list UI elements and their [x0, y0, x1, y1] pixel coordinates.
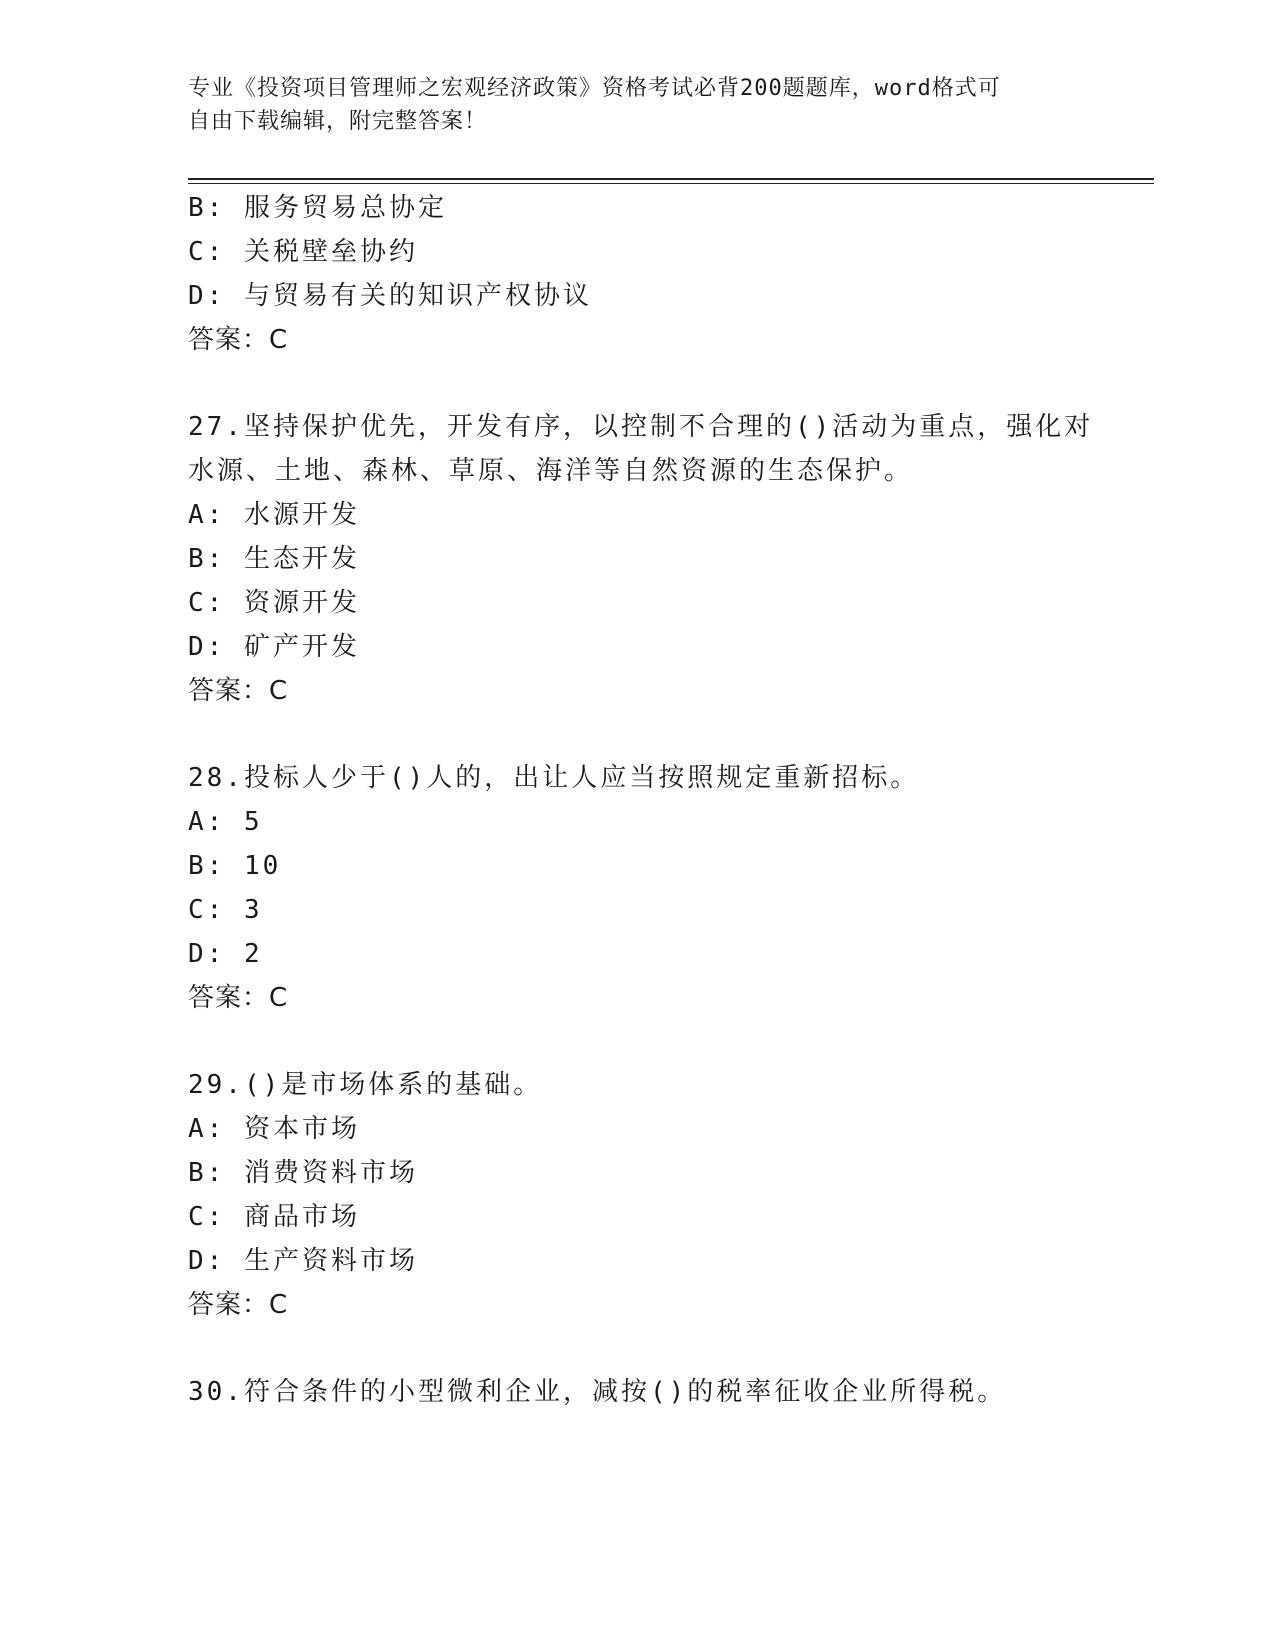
option-line: B: 10 [188, 851, 282, 881]
header-divider-thin [188, 183, 1154, 184]
option-line: D: 矿产开发 [188, 632, 360, 662]
option-line: C: 商品市场 [188, 1202, 360, 1232]
header-line-2: 自由下载编辑，附完整答案！ [188, 109, 488, 134]
option-line: A: 5 [188, 807, 263, 837]
answer-line: 答案：C [188, 325, 289, 355]
option-line: D: 2 [188, 939, 263, 969]
option-line: D: 与贸易有关的知识产权协议 [188, 281, 592, 311]
option-line: B: 生态开发 [188, 544, 360, 574]
question-stem: 27.坚持保护优先，开发有序，以控制不合理的()活动为重点，强化对 [188, 412, 1094, 442]
answer-line: 答案：C [188, 1290, 289, 1320]
question-stem: 29.()是市场体系的基础。 [188, 1070, 543, 1100]
header-divider-thick [188, 178, 1154, 180]
question-stem: 28.投标人少于()人的，出让人应当按照规定重新招标。 [188, 763, 920, 793]
option-line: B: 服务贸易总协定 [188, 193, 447, 223]
option-line: C: 关税壁垒协约 [188, 237, 418, 267]
option-line: C: 资源开发 [188, 588, 360, 618]
answer-line: 答案：C [188, 983, 289, 1013]
document-header [188, 72, 1068, 138]
question-stem: 30.符合条件的小型微利企业，减按()的税率征收企业所得税。 [188, 1377, 1007, 1407]
question-stem: 水源、土地、森林、草原、海洋等自然资源的生态保护。 [188, 456, 914, 486]
option-line: A: 水源开发 [188, 500, 360, 530]
option-line: B: 消费资料市场 [188, 1158, 418, 1188]
header-line-1: 专业《投资项目管理师之宏观经济政策》资格考试必背200题题库，word格式可 [188, 76, 1001, 101]
option-line: C: 3 [188, 895, 263, 925]
option-line: D: 生产资料市场 [188, 1246, 418, 1276]
option-line: A: 资本市场 [188, 1114, 360, 1144]
answer-line: 答案：C [188, 676, 289, 706]
